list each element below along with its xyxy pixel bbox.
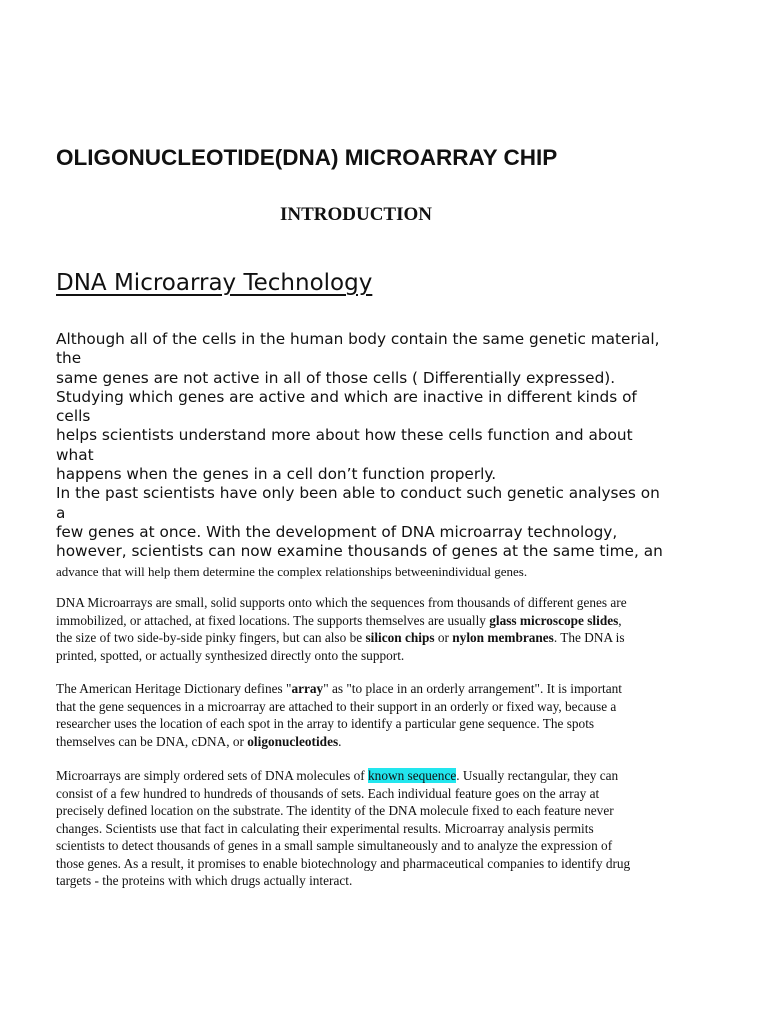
intro-line: few genes at once. With the development of DNA microarray technology,: [56, 522, 618, 541]
bold-term: nylon membranes: [452, 630, 554, 645]
intro-line: cells: [56, 407, 91, 426]
text-run: Microarrays are simply ordered sets of DNA molecules of: [56, 768, 369, 783]
text-run: ,: [618, 612, 622, 628]
paragraph-line: scientists to detect thousands of genes in a small sample simultaneously and to analyze the expression of: [56, 838, 613, 853]
bold-term: oligonucleotides: [247, 733, 339, 749]
paragraph-line: precisely defined location on the substrate. The identity of the DNA molecule fixed to each feature never: [56, 803, 614, 818]
array-definition-paragraph: [56, 680, 716, 750]
paragraph-line: printed, spotted, or actually synthesized directly onto the support.: [56, 647, 405, 663]
intro-line: a: [56, 503, 66, 522]
paragraph-line: consist of a few hundred to hundreds of thousands of sets. Each individual feature goes on the array at: [56, 785, 600, 801]
paragraph-line: [56, 733, 716, 751]
paragraph-line: researcher uses the location of each spot in the array to identify a particular gene sequence. The spots: [56, 716, 595, 731]
paragraph-line: [56, 629, 716, 647]
intro-line: happens when the genes in a cell don’t function properly.: [56, 465, 497, 484]
intro-paragraph: [56, 330, 726, 582]
section-subtitle: INTRODUCTION: [279, 204, 433, 225]
text-run: . The DNA is: [553, 630, 625, 645]
intro-line: the: [56, 349, 82, 368]
paragraph-line: [56, 767, 716, 785]
intro-line: Studying which genes are active and which are inactive in different kinds of: [56, 387, 637, 406]
paragraph-line: DNA Microarrays are small, solid supports onto which the sequences from thousands of different genes are: [56, 595, 627, 610]
intro-line: however, scientists can now examine thousands of genes at the same time, an: [56, 542, 663, 561]
highlighted-text: known sequence: [368, 768, 457, 783]
intro-line: what: [56, 445, 94, 464]
text-run: " as "to place in an orderly arrangement". It is important: [323, 681, 622, 696]
text-run: immobilized, or attached, at fixed locations. The supports themselves are usually: [56, 612, 490, 628]
section-heading: DNA Microarray Technology: [56, 270, 373, 296]
intro-line: Although all of the cells in the human body contain the same genetic material,: [56, 330, 660, 348]
text-run: the size of two side-by-side pinky fingers, but can also be: [56, 630, 366, 645]
text-run: .: [338, 733, 342, 749]
paragraph-line: [56, 680, 716, 698]
microarray-definition-paragraph: [56, 594, 716, 664]
bold-term: array: [291, 681, 324, 696]
text-run: themselves can be DNA, cDNA, or: [56, 733, 248, 749]
text-run: . Usually rectangular, they can: [456, 768, 619, 783]
paragraph-line: that the gene sequences in a microarray are attached to their support in an orderly or fixed way, because a: [56, 698, 617, 714]
intro-line: same genes are not active in all of those cells ( Differentially expressed).: [56, 368, 616, 387]
text-run: or: [434, 630, 453, 645]
text-run: The American Heritage Dictionary defines ": [56, 681, 292, 696]
paragraph-line: [56, 612, 716, 630]
bold-term: silicon chips: [365, 630, 435, 645]
document-title: OLIGONUCLEOTIDE(DNA) MICROARRAY CHIP: [56, 145, 558, 170]
paragraph-line: those genes. As a result, it promises to enable biotechnology and pharmaceutical companies to identify drug: [56, 855, 631, 871]
intro-line: helps scientists understand more about how these cells function and about: [56, 426, 633, 445]
intro-line: advance that will help them determine the complex relationships betweenindividual genes.: [56, 563, 528, 579]
paragraph-line: targets - the proteins with which drugs actually interact.: [56, 873, 353, 888]
bold-term: glass microscope slides: [489, 612, 619, 628]
microarray-description-paragraph: [56, 767, 716, 890]
paragraph-line: changes. Scientists use that fact in calculating their experimental results. Microarray analysis permits: [56, 820, 594, 836]
intro-line: In the past scientists have only been able to conduct such genetic analyses on: [56, 484, 660, 503]
